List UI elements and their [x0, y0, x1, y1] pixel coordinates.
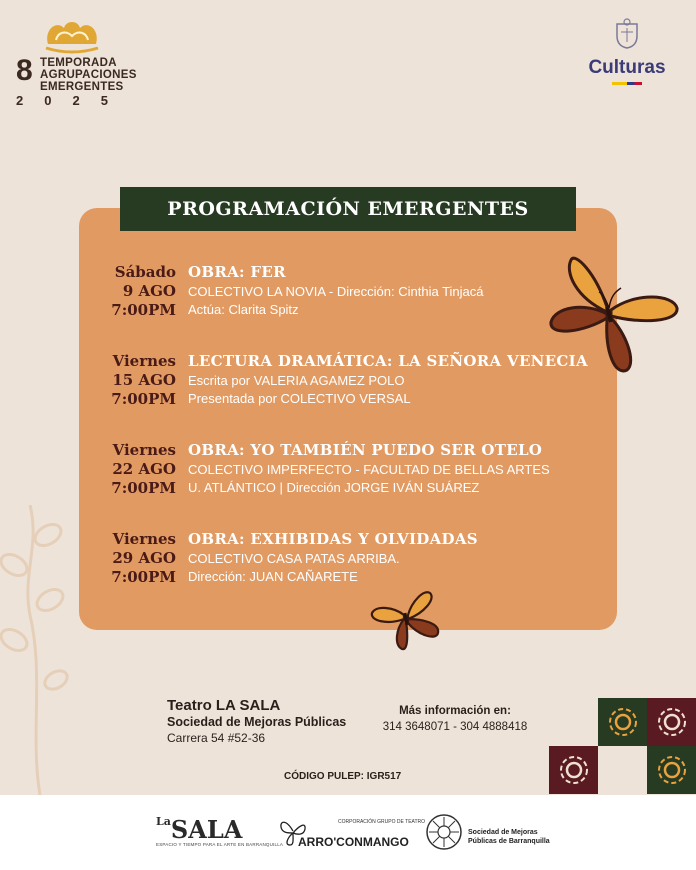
- smp-line2: Públicas de Barranquilla: [468, 838, 550, 845]
- event-title: OBRA: EXHIBIDAS Y OLVIDADAS: [188, 530, 478, 548]
- lasala-la: La: [156, 815, 171, 828]
- event-day: Sábado: [114, 263, 176, 281]
- event-day: Viernes: [112, 530, 176, 548]
- event-day: Viernes: [112, 352, 176, 370]
- season-line-agrupaciones: AGRUPACIONES: [40, 69, 137, 81]
- tile-maroon: [549, 746, 598, 794]
- event-day: Viernes: [112, 441, 176, 459]
- info-block: [380, 705, 530, 733]
- season-line-emergentes: EMERGENTES: [40, 81, 124, 93]
- butterfly-small-icon: [368, 585, 442, 653]
- event-time: 7:00PM: [111, 390, 176, 408]
- tile-green: [598, 698, 647, 746]
- smp-text: [468, 828, 550, 846]
- venue-address: Carrera 54 #52-36: [167, 731, 266, 745]
- flag-stripe: [612, 82, 642, 85]
- venue-org: Sociedad de Mejoras Públicas: [167, 715, 347, 729]
- event-detail: COLECTIVO CASA PATAS ARRIBA.: [188, 551, 400, 566]
- lasala-tagline: ESPACIO Y TIEMPO PARA EL ARTE EN BARRANQUILLA: [156, 842, 284, 847]
- barro-small-text: CORPORACIÓN GRUPO DE TEATRO: [338, 819, 426, 825]
- golden-crest-icon: [42, 16, 102, 56]
- sun-pattern-icon: [654, 752, 690, 788]
- event-title: LECTURA DRAMÁTICA: LA SEÑORA VENECIA: [188, 352, 588, 370]
- info-phones: 314 3648071 - 304 4888418: [382, 721, 528, 733]
- vine-decoration-icon: [0, 505, 80, 795]
- tile-maroon: [647, 698, 696, 746]
- event-detail: U. ATLÁNTICO | Dirección JORGE IVÁN SUÁREZ: [188, 480, 480, 495]
- event-detail: COLECTIVO IMPERFECTO - FACULTAD DE BELLAS ARTES: [188, 462, 550, 477]
- lasala-logo: [156, 815, 283, 847]
- ministry-logo: [582, 18, 672, 85]
- event-date: 22 AGO: [112, 460, 176, 478]
- event-date: 9 AGO: [122, 282, 176, 300]
- pulep-code: CÓDIGO PULEP: IGR517: [284, 771, 402, 782]
- season-number: 8: [16, 54, 33, 87]
- lasala-name: SALA: [170, 815, 243, 844]
- venue-block: [167, 697, 346, 745]
- butterfly-large-icon: [545, 252, 680, 377]
- sun-pattern-icon: [654, 704, 690, 740]
- smp-line1: Sociedad de Mejoras: [468, 829, 538, 836]
- event-detail: Actúa: Clarita Spitz: [188, 302, 299, 317]
- event-title: OBRA: YO TAMBIÉN PUEDO SER OTELO: [188, 441, 543, 459]
- national-shield-icon: [613, 18, 641, 50]
- event-title: OBRA: FER: [188, 263, 286, 281]
- event-time: 7:00PM: [111, 301, 176, 319]
- season-line-temporada: TEMPORADA: [40, 57, 117, 69]
- ministry-name: Culturas: [588, 57, 666, 78]
- event-detail: Escrita por VALERIA AGAMEZ POLO: [188, 373, 405, 388]
- event-detail: Presentada por COLECTIVO VERSAL: [188, 391, 411, 406]
- tile-green: [647, 746, 696, 794]
- decorative-tiles: [549, 698, 696, 794]
- barro-name: ARRO'CONMANGO: [298, 835, 409, 849]
- event-time: 7:00PM: [111, 568, 176, 586]
- event-detail: Dirección: JUAN CAÑARETE: [188, 569, 358, 584]
- event-date: 29 AGO: [112, 549, 176, 567]
- sun-pattern-icon: [556, 752, 592, 788]
- sun-pattern-icon: [605, 704, 641, 740]
- season-year: 2025: [16, 93, 129, 108]
- program-title: PROGRAMACIÓN EMERGENTES: [120, 187, 576, 231]
- footer-logos: [0, 795, 696, 870]
- event-time: 7:00PM: [111, 479, 176, 497]
- seal-icon: [424, 812, 464, 852]
- venue-name: Teatro LA SALA: [167, 697, 281, 714]
- event-detail: COLECTIVO LA NOVIA - Dirección: Cinthia Tinjacá: [188, 284, 484, 299]
- info-label: Más información en:: [399, 705, 511, 717]
- event-date: 15 AGO: [112, 371, 176, 389]
